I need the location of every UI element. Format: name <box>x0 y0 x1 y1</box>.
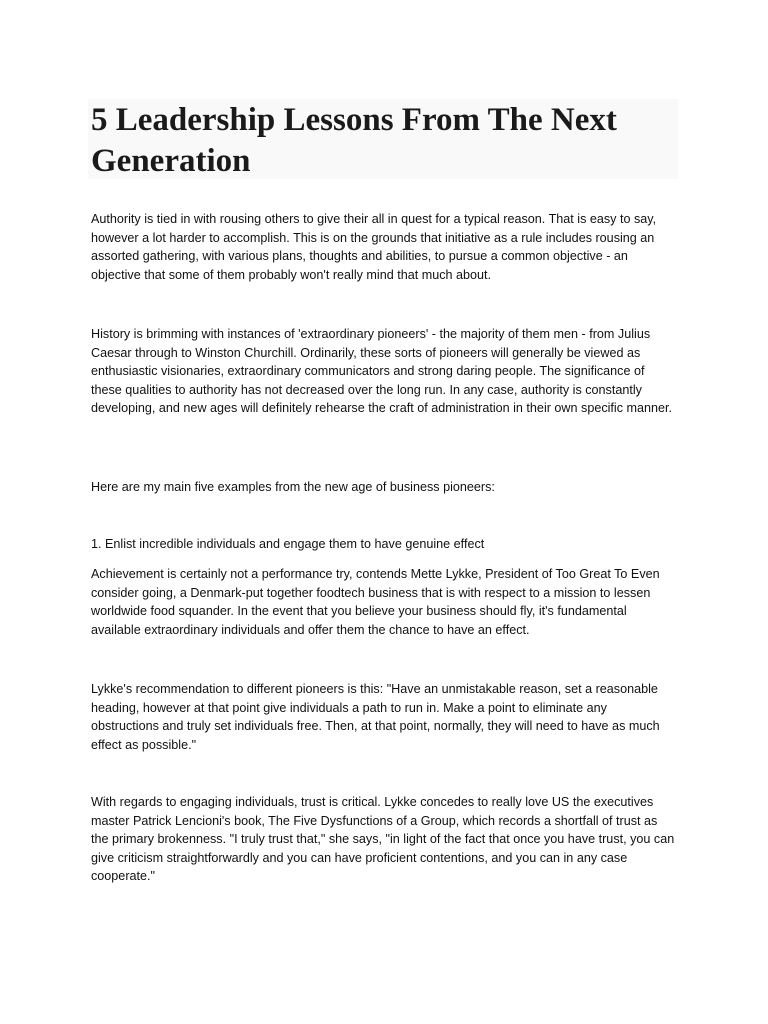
paragraph-trust: With regards to engaging individuals, trust is critical. Lykke concedes to really love US the executives master Patrick Lencioni's book, The Five Dysfunctions of a Group, which records a shortfall of trust as the primary brokenness. "I truly trust that," she says, "in light of the fact that once you have trust, you can give criticism straightforwardly and you can have proficient contentions, and you can in any case cooperate." <box>91 795 675 884</box>
page-title: 5 Leadership Lessons From The Next Generation <box>91 102 617 179</box>
paragraph-intro: Authority is tied in with rousing others to give their all in quest for a typical reason. That is easy to say, however a lot harder to accomplish. This is on the grounds that initiative as a rule includes rousing an assorted gathering, with various plans, thoughts and abilities, to pursue a common objective - an objective that some of them probably won't really mind that much about. <box>91 212 657 282</box>
paragraph-history: History is brimming with instances of 'extraordinary pioneers' - the majority of them men - from Julius Caesar through to Winston Churchill. Ordinarily, these sorts of pioneers will generally be viewed as enthusiastic visionaries, extraordinary communicators and strong daring people. The significance of these qualities to authority has not decreased over the long run. In any case, authority is constantly developing, and new ages will definitely rehearse the craft of administration in their own specific manner. <box>91 327 673 416</box>
paragraph-recommendation: Lykke's recommendation to different pioneers is this: "Have an unmistakable reason, set a reasonable heading, however at that point give individuals a path to run in. Make a point to eliminate any obstructions and truly set individuals free. Then, at that point, normally, they will need to have as much effect as possible." <box>91 682 660 752</box>
paragraph-achievement: Achievement is certainly not a performance try, contends Mette Lykke, President of Too Great To Even consider going, a Denmark-put together foodtech business that is with respect to a mission to lessen worldwide food squander. In the event that you believe your business should fly, it's fundamental available extraordinary individuals and offer them the chance to have an effect. <box>91 567 660 637</box>
lesson-1-heading: 1. Enlist incredible individuals and engage them to have genuine effect <box>91 537 485 551</box>
paragraph-examples-intro: Here are my main five examples from the new age of business pioneers: <box>91 480 495 494</box>
